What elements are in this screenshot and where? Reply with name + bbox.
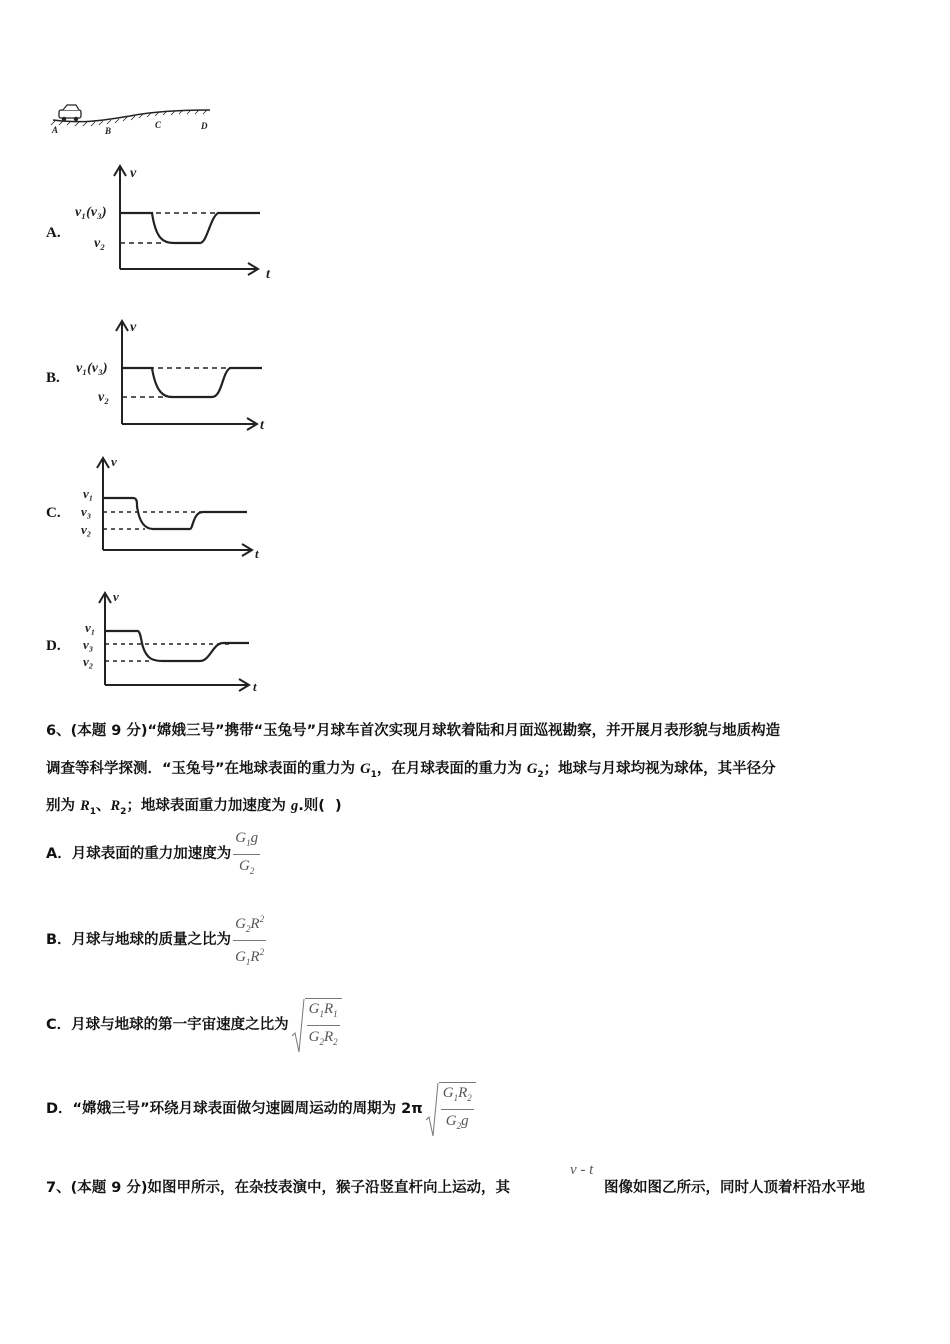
q6-option-d-sqrt: $\frac{G_1R_2}{G_2g}$: [425, 1082, 476, 1136]
option-c-label: C.: [46, 505, 61, 521]
q6-option-a-fraction: $\frac{G_1g}{G_2}$: [235, 829, 259, 876]
graph-d-label-v2: v₂: [83, 654, 94, 669]
graph-d-label-v1: v₁: [85, 620, 96, 635]
q6-text-line1: (本题 9 分)“嫦娥三号”携带“玉兔号”月球车首次实现月球软着陆和月面巡视勘察，并开展月表形貌与地质构造: [70, 723, 781, 739]
q6-line-3: 别为 $R_1$、$R_2$；地球表面重力加速度为 g.则( ): [46, 798, 342, 817]
graph-b-label-v2: v₂: [98, 390, 110, 405]
q6-option-a: A． 月球表面的重力加速度为 $\frac{G_1g}{G_2}$: [46, 829, 260, 879]
graph-c-label-v3: v₃: [81, 504, 92, 519]
option-b-label: B.: [46, 370, 60, 386]
graph-d: [75, 585, 285, 700]
graph-b: [72, 315, 287, 440]
graph-d-label-v3: v₃: [83, 637, 94, 652]
graph-d-curve: [105, 631, 249, 661]
q6-number: 6、: [46, 723, 71, 739]
q7-line-1: 7、(本题 9 分)如图甲所示，在杂技表演中，猴子沿竖直杆向上运动，其: [46, 1180, 511, 1196]
track-figure: [45, 98, 220, 138]
q6-line-1: [46, 721, 780, 741]
graph-a-label-v2: v₂: [94, 236, 106, 251]
q6-option-b-fraction: $\frac{G_2R^2}{G_1R^2}$: [233, 909, 266, 972]
graph-d-axis-v: v: [113, 589, 119, 604]
graph-c-axis-v: v: [111, 454, 117, 469]
graph-c-label-v2: v₂: [81, 522, 92, 537]
graph-b-axis-t: t: [260, 418, 264, 433]
track-point-b: B: [105, 126, 112, 136]
graph-a: [70, 160, 285, 285]
option-a-label: A.: [46, 225, 61, 241]
q6-line-2: 调查等科学探测．“玉兔号”在地球表面的重力为 $G_1$，在月球表面的重力为 $G_2$；地球与月球均视为球体，其半径分: [46, 761, 776, 780]
q6-option-c-sqrt: $\frac{G_1R_1}{G_2R_2}$: [291, 998, 342, 1052]
q7-vt-symbol: v - t: [570, 1162, 594, 1178]
car-icon: [59, 105, 81, 121]
option-d-label: D.: [46, 638, 61, 654]
track-point-a: A: [52, 125, 59, 135]
q7-line-1-cont: 图像如图乙所示，同时人顶着杆沿水平地: [604, 1180, 865, 1196]
q7-number: 7、: [46, 1180, 71, 1196]
graph-c-label-v1: v₁: [83, 486, 94, 501]
graph-a-axis-t: t: [266, 267, 270, 282]
graph-b-label-v1v3: v₁(v₃): [76, 361, 108, 376]
q6-option-c: C． 月球与地球的第一宇宙速度之比为 $\frac{G_1R_1}{G_2R_2}$: [46, 996, 342, 1054]
track-point-c: C: [155, 120, 162, 130]
q6-option-d: D． “嫦娥三号”环绕月球表面做匀速圆周运动的周期为 2π $\frac{G_1R_2}{G_2g}$: [46, 1080, 476, 1138]
graph-c-curve: [103, 498, 247, 529]
graph-c: [75, 450, 285, 565]
graph-a-axis-v: v: [130, 166, 137, 181]
graph-a-label-v1v3: v₁(v₃): [75, 205, 107, 220]
track-point-d: D: [201, 121, 208, 131]
graph-d-axis-t: t: [253, 679, 257, 694]
graph-a-curve: [120, 213, 260, 243]
graph-c-axis-t: t: [255, 546, 259, 561]
graph-b-axis-v: v: [130, 320, 137, 335]
graph-b-curve: [122, 368, 262, 397]
q6-option-b: B． 月球与地球的质量之比为 $\frac{G_2R^2}{G_1R^2}$: [46, 914, 266, 966]
